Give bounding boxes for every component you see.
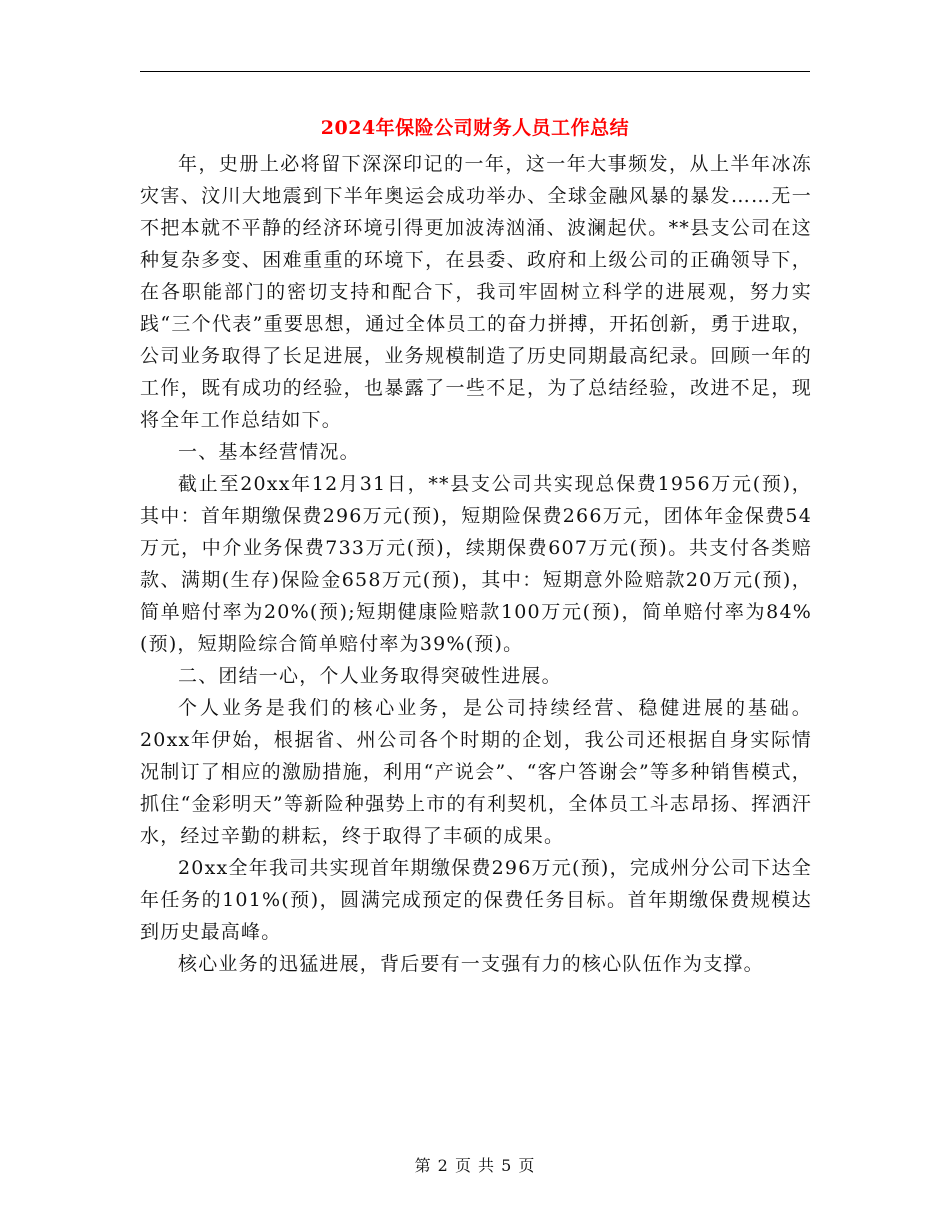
paragraph-operations: 截止至20xx年12月31日，**县支公司共实现总保费1956万元(预)，其中：首年期缴保费296万元(预)，短期险保费266万元，团体年金保费54万元，中介业务保费733万元(预)，续期保费607万元(预)。共支付各类赔款、满期(生存)保险金658万元(预)，其中：短期意外险赔款20万元(预)，简单赔付率为20%(预);短期健康险赔款100万元(预)，简单赔付率为84%(预)，短期险综合简单赔付率为39%(预)。: [140, 473, 812, 655]
header-rule: [140, 71, 810, 72]
paragraph-team: 核心业务的迅猛进展，背后要有一支强有力的核心队伍作为支撑。: [178, 953, 764, 975]
paragraph-annual-result: 20xx全年我司共实现首年期缴保费296万元(预)，完成州分公司下达全年任务的101%(预)，圆满完成预定的保费任务目标。首年期缴保费规模达到历史最高峰。: [140, 857, 812, 943]
section-heading-2: 二、团结一心，个人业务取得突破性进展。: [178, 665, 562, 687]
page-number: 第 2 页 共 5 页: [414, 1156, 536, 1175]
document-title: 2024年保险公司财务人员工作总结: [320, 117, 630, 139]
paragraph-core-business: 个人业务是我们的核心业务，是公司持续经营、稳健进展的基础。20xx年伊始，根据省、州公司各个时期的企划，我公司还根据自身实际情况制订了相应的激励措施，利用“产说会”、“客户答谢会”等多种销售模式，抓住“金彩明天”等新险种强势上市的有利契机，全体员工斗志昂扬、挥洒汗水，经过辛勤的耕耘，终于取得了丰硕的成果。: [140, 697, 812, 847]
document-body: [140, 148, 812, 980]
paragraph-intro: 年，史册上必将留下深深印记的一年，这一年大事频发，从上半年冰冻灾害、汶川大地震到下半年奥运会成功举办、全球金融风暴的暴发……无一不把本就不平静的经济环境引得更加波涛汹涌、波澜起伏。**县支公司在这种复杂多变、困难重重的环境下，在县委、政府和上级公司的正确领导下，在各职能部门的密切支持和配合下，我司牢固树立科学的进展观，努力实践“三个代表”重要思想，通过全体员工的奋力拼搏，开拓创新，勇于进取，公司业务取得了长足进展，业务规模制造了历史同期最高纪录。回顾一年的工作，既有成功的经验，也暴露了一些不足，为了总结经验，改进不足，现将全年工作总结如下。: [140, 153, 812, 431]
section-heading-1: 一、基本经营情况。: [178, 441, 360, 463]
